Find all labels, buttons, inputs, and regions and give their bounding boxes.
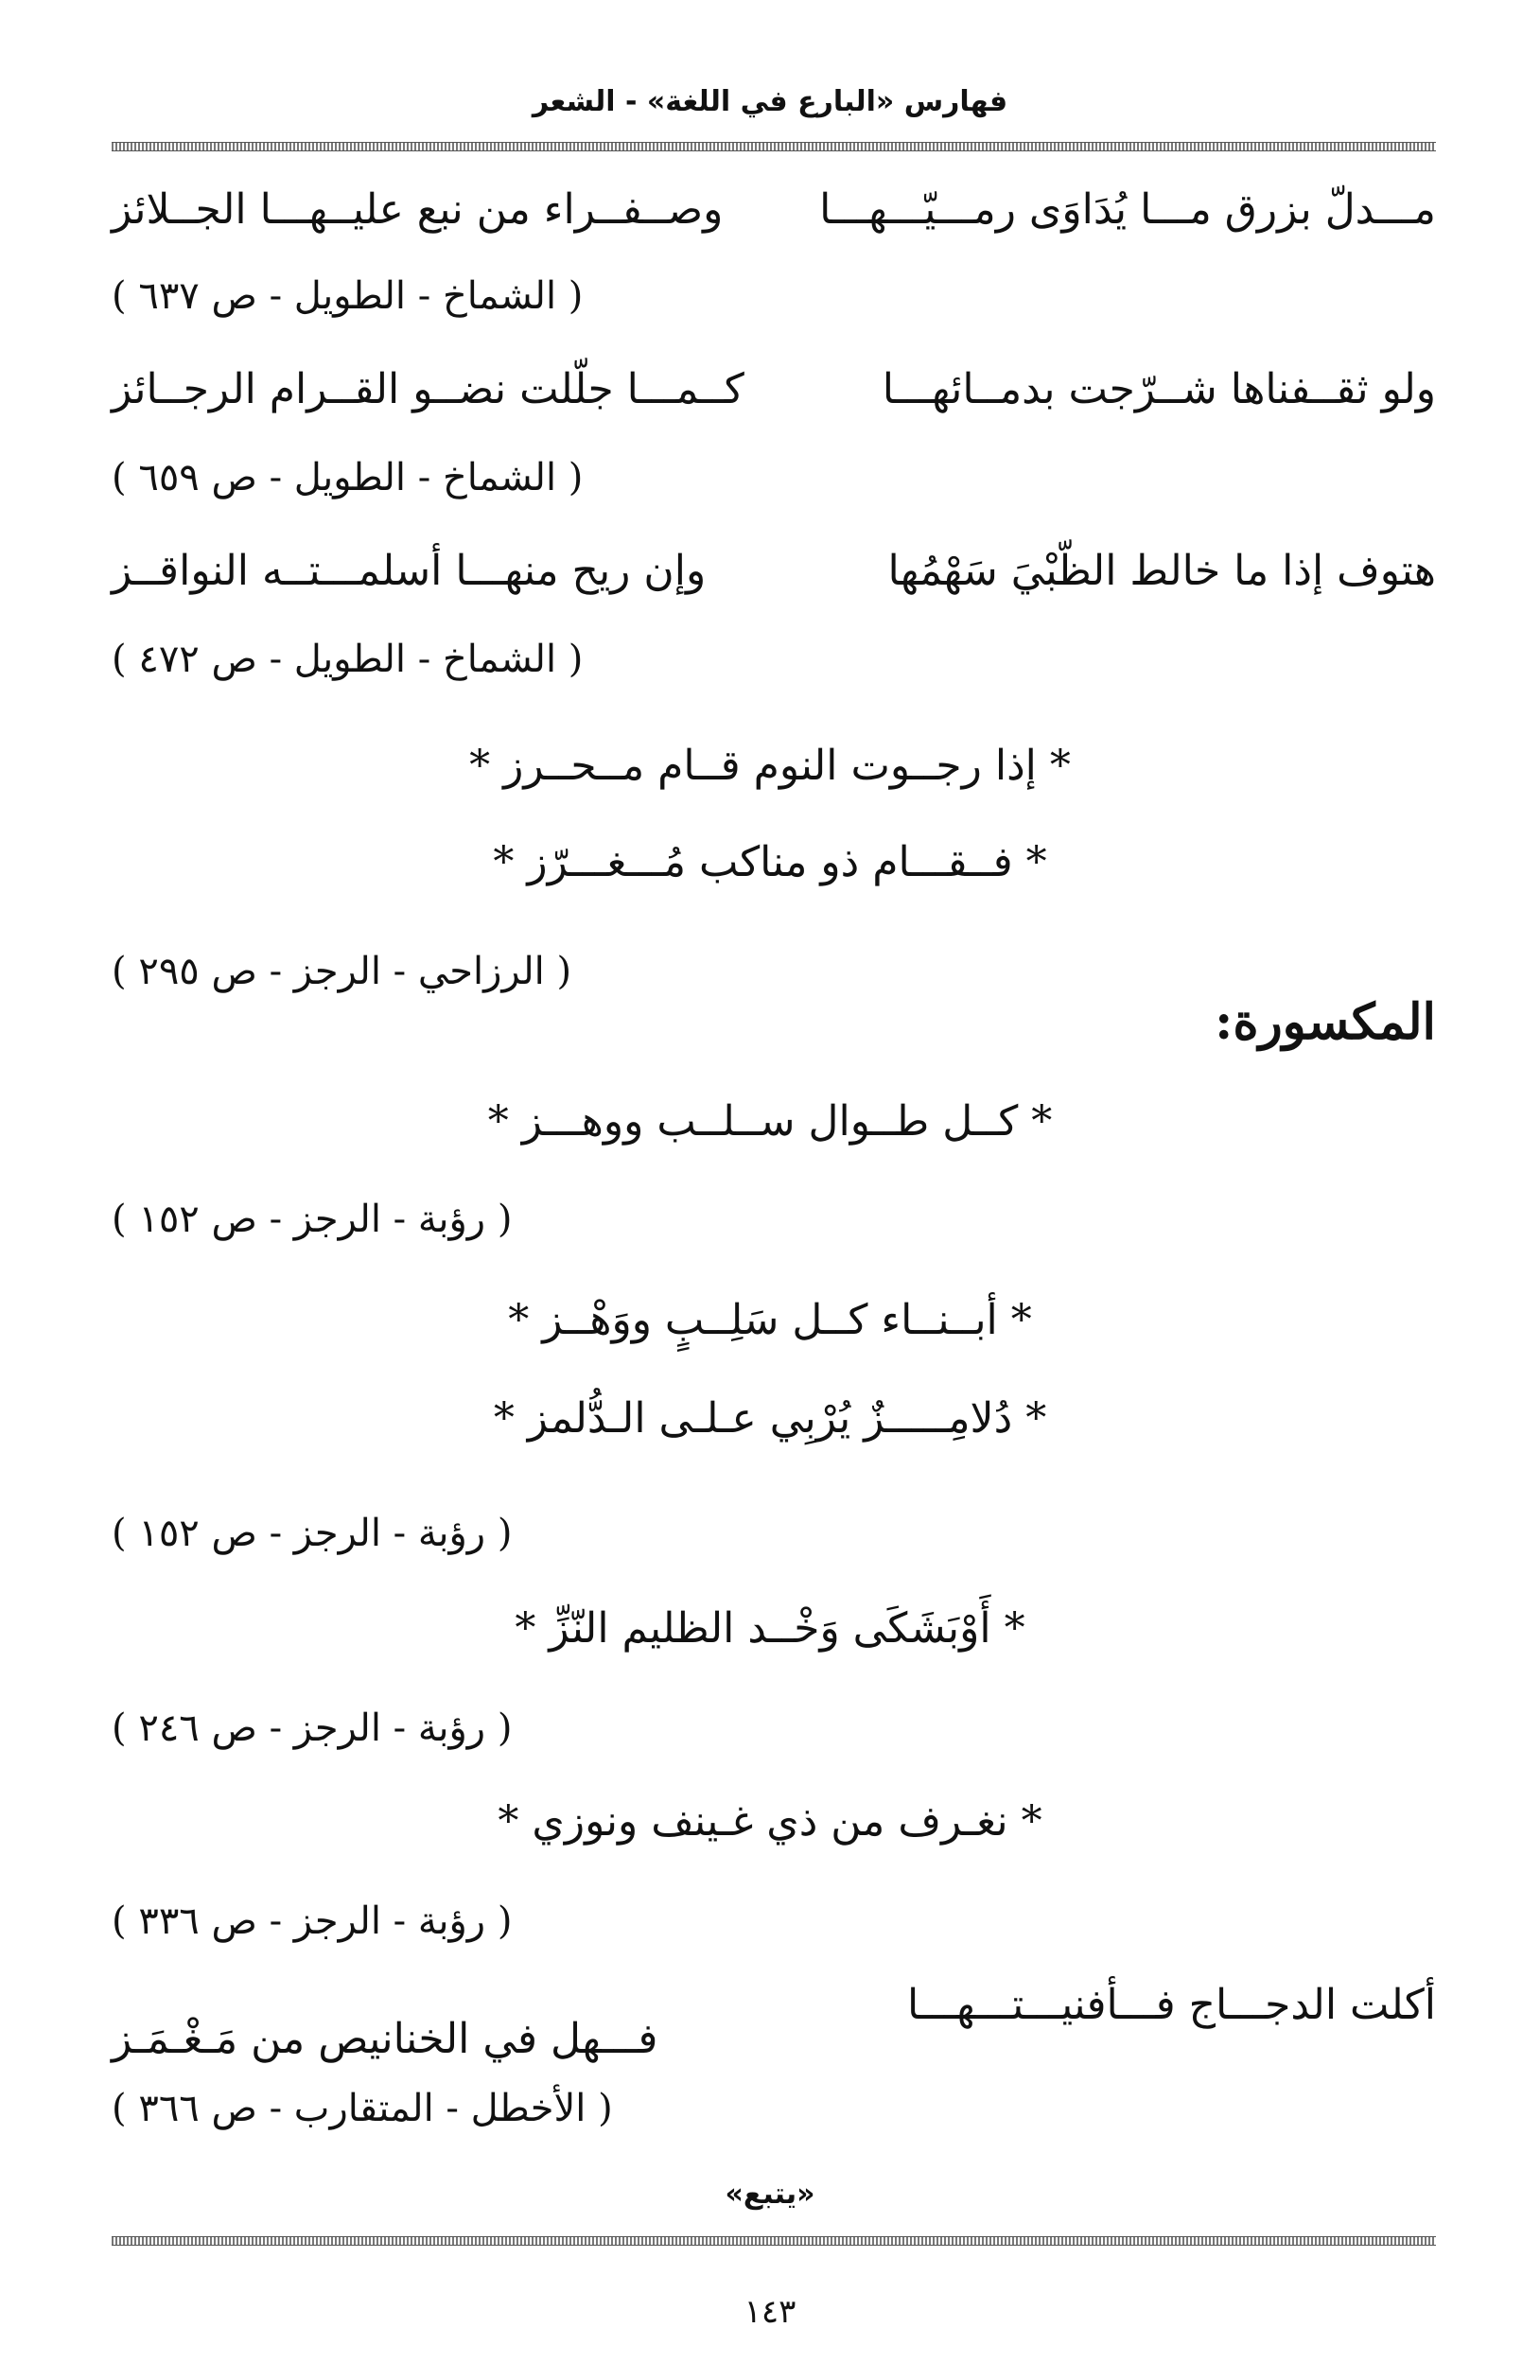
broken-3-attribution: ( رؤبة - الرجز - ص ٢٤٦ ) [112, 1706, 513, 1750]
broken-1-attribution: ( رؤبة - الرجز - ص ١٥٢ ) [112, 1198, 513, 1241]
verse-1-attribution: ( الشماخ - الطويل - ص ٦٣٧ ) [112, 274, 584, 318]
rajaz-1-attribution: ( الرزاحي - الرجز - ص ٢٩٥ ) [112, 950, 572, 993]
rajaz-1-line-2: * فــقـــام ذو مناكب مُـــغـــرّز * [493, 838, 1047, 886]
broken-3-line: * أَوْبَشَكَى وَخْــد الظليم النّزِّ * [515, 1604, 1025, 1653]
rajaz-1-line-1: * إذا رجــوت النوم قــام مــحــرز * [469, 742, 1071, 790]
broken-2-line-2: * دُلامِـــــزٌ يُرْبِي عـلـى الـدُّلمز * [493, 1394, 1047, 1443]
broken-4-line: * نغـرف من ذي غـينف ونوزي * [498, 1797, 1042, 1846]
footer-rule [112, 2236, 1436, 2246]
verse-1-first-hemistich: مـــدلّ بزرق مـــا يُدَاوَى رمـــيّـــهـــا [819, 185, 1436, 234]
verse-2-second-hemistich: كــمـــا جلّلت نضــو القــرام الرجــائز [112, 365, 744, 413]
page-number: ١٤٣ [744, 2293, 796, 2331]
continued-note: «يتبع» [725, 2178, 815, 2211]
section-heading: المكسورة: [1215, 993, 1436, 1051]
broken-5-second-hemistich: فـــهل في الخنانيص من مَـغْـمَـز [112, 2015, 658, 2063]
broken-2-line-1: * أبــنــاء كــل سَلِــبٍ ووَهْــز * [508, 1296, 1032, 1344]
broken-5-attribution: ( الأخطل - المتقارب - ص ٣٦٦ ) [112, 2087, 613, 2130]
running-header: فهارس «البارع في اللغة» - الشعر [532, 85, 1008, 118]
header-rule [112, 142, 1436, 151]
verse-3-attribution: ( الشماخ - الطويل - ص ٤٧٢ ) [112, 638, 584, 681]
verse-2-attribution: ( الشماخ - الطويل - ص ٦٥٩ ) [112, 456, 584, 499]
broken-1-line: * كــل طــوال ســلــب ووهـــز * [487, 1097, 1053, 1146]
broken-4-attribution: ( رؤبة - الرجز - ص ٣٣٦ ) [112, 1899, 513, 1943]
broken-5-first-hemistich: أكلت الدجـــاج فـــأفنيـــتـــهـــا [906, 1981, 1436, 2029]
verse-1-second-hemistich: وصــفــراء من نبع عليــهـــا الجــلائز [112, 185, 724, 234]
verse-2-first-hemistich: ولو ثقــفناها شــرّجت بدمــائهـــا [882, 365, 1436, 413]
verse-3-second-hemistich: وإن ريح منهـــا أسلمـــتــه النواقــز [112, 547, 707, 595]
broken-2-attribution: ( رؤبة - الرجز - ص ١٥٢ ) [112, 1512, 513, 1555]
verse-3-first-hemistich: هتوف إذا ما خالط الظّبْيَ سَهْمُها [887, 547, 1436, 595]
